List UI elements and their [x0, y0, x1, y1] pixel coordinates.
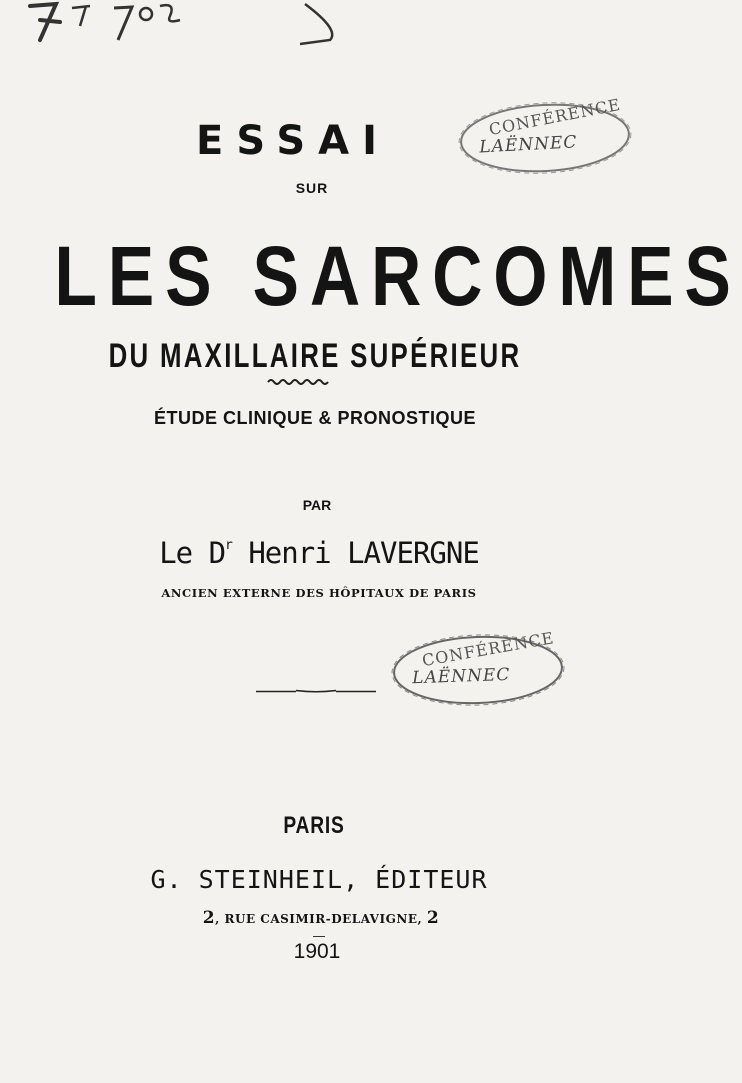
publisher-address: 2, RUE CASIMIR-DELAVIGNE, 2: [202, 908, 440, 928]
library-stamp-2: [387, 629, 570, 711]
essai-heading: ESSAI: [196, 118, 390, 164]
author-prefix: Le D: [159, 536, 226, 570]
author-title-sup: r: [225, 538, 232, 554]
par-label: PAR: [302, 497, 332, 513]
publication-place: PARIS: [283, 812, 345, 839]
author-line: [0, 536, 639, 570]
publisher: G. STEINHEIL, ÉDITEUR: [150, 865, 488, 894]
handwritten-note: [0, 0, 280, 66]
stamp-top-text: CONFÉRENCE: [487, 94, 623, 140]
handwritten-note-glyphs: [0, 0, 280, 60]
stamp-bottom-text: LAËNNEC: [478, 132, 578, 158]
stamp-2-top-text: CONFÉRENCE: [420, 628, 556, 671]
address-street: RUE CASIMIR-DELAVIGNE,: [224, 912, 423, 926]
stamp-2-bottom-text: LAËNNEC: [411, 664, 511, 689]
address-number: 2: [202, 908, 216, 928]
library-stamp: [453, 95, 637, 180]
separator-rule: [256, 690, 376, 693]
publication-year: 1901: [293, 940, 341, 963]
year-dash: [313, 936, 325, 937]
main-title-line-2: DU MAXILLAIRE SUPÉRIEUR: [108, 337, 522, 375]
address-number-end: 2: [426, 908, 440, 928]
sur-label: SUR: [295, 180, 329, 196]
ornament-rule: [268, 378, 330, 386]
author-name: Henri LAVERGNE: [248, 536, 479, 570]
subtitle: ÉTUDE CLINIQUE & PRONOSTIQUE: [153, 408, 477, 428]
main-title: LES SARCOMES: [54, 229, 742, 323]
author-affiliation: ANCIEN EXTERNE DES HÔPITAUX DE PARIS: [161, 586, 477, 600]
